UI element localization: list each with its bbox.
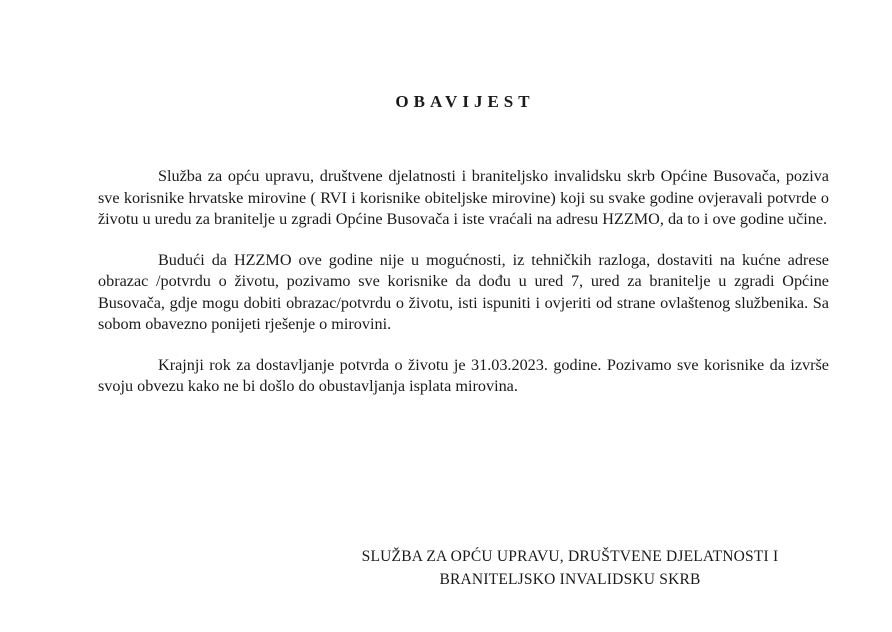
document-body [98,166,829,417]
signature-line-1: SLUŽBA ZA OPĆU UPRAVU, DRUŠTVENE DJELATNOSTI I [361,548,779,565]
signature-block [300,545,840,591]
document-title: OBAVIJEST [395,92,535,111]
paragraph-1: Služba za opću upravu, društvene djelatnosti i braniteljsko invalidsku skrb Općine Busovača, poziva sve korisnike hrvatske mirovine ( RVI i korisnike obiteljske mirovine) koji su svake godine ovjeravali potvrde o životu u uredu za branitelje u zgradi Općine Busovača i iste vraćali na adresu HZZMO, da to i ove godine učine. [98,167,829,228]
paragraph-3: Krajnji rok za dostavljanje potvrda o životu je 31.03.2023. godine. Pozivamo sve korisnike da izvrše svoju obvezu kako ne bi došlo do obustavljanja isplata mirovina. [98,355,829,395]
paragraph-2: Budući da HZZMO ove godine nije u mogućnosti, iz tehničkih razloga, dostaviti na kućne adrese obrazac /potvrdu o životu, pozivamo sve korisnike da dođu u ured 7, ured za branitelje u zgradi Općine Busovača, gdje mogu dobiti obrazac/potvrdu o životu, isti ispuniti i ovjeriti od strane ovlaštenog službenika. Sa sobom obavezno ponijeti rješenje o mirovini. [98,250,829,333]
signature-line-2: BRANITELJSKO INVALIDSKU SKRB [439,571,701,588]
